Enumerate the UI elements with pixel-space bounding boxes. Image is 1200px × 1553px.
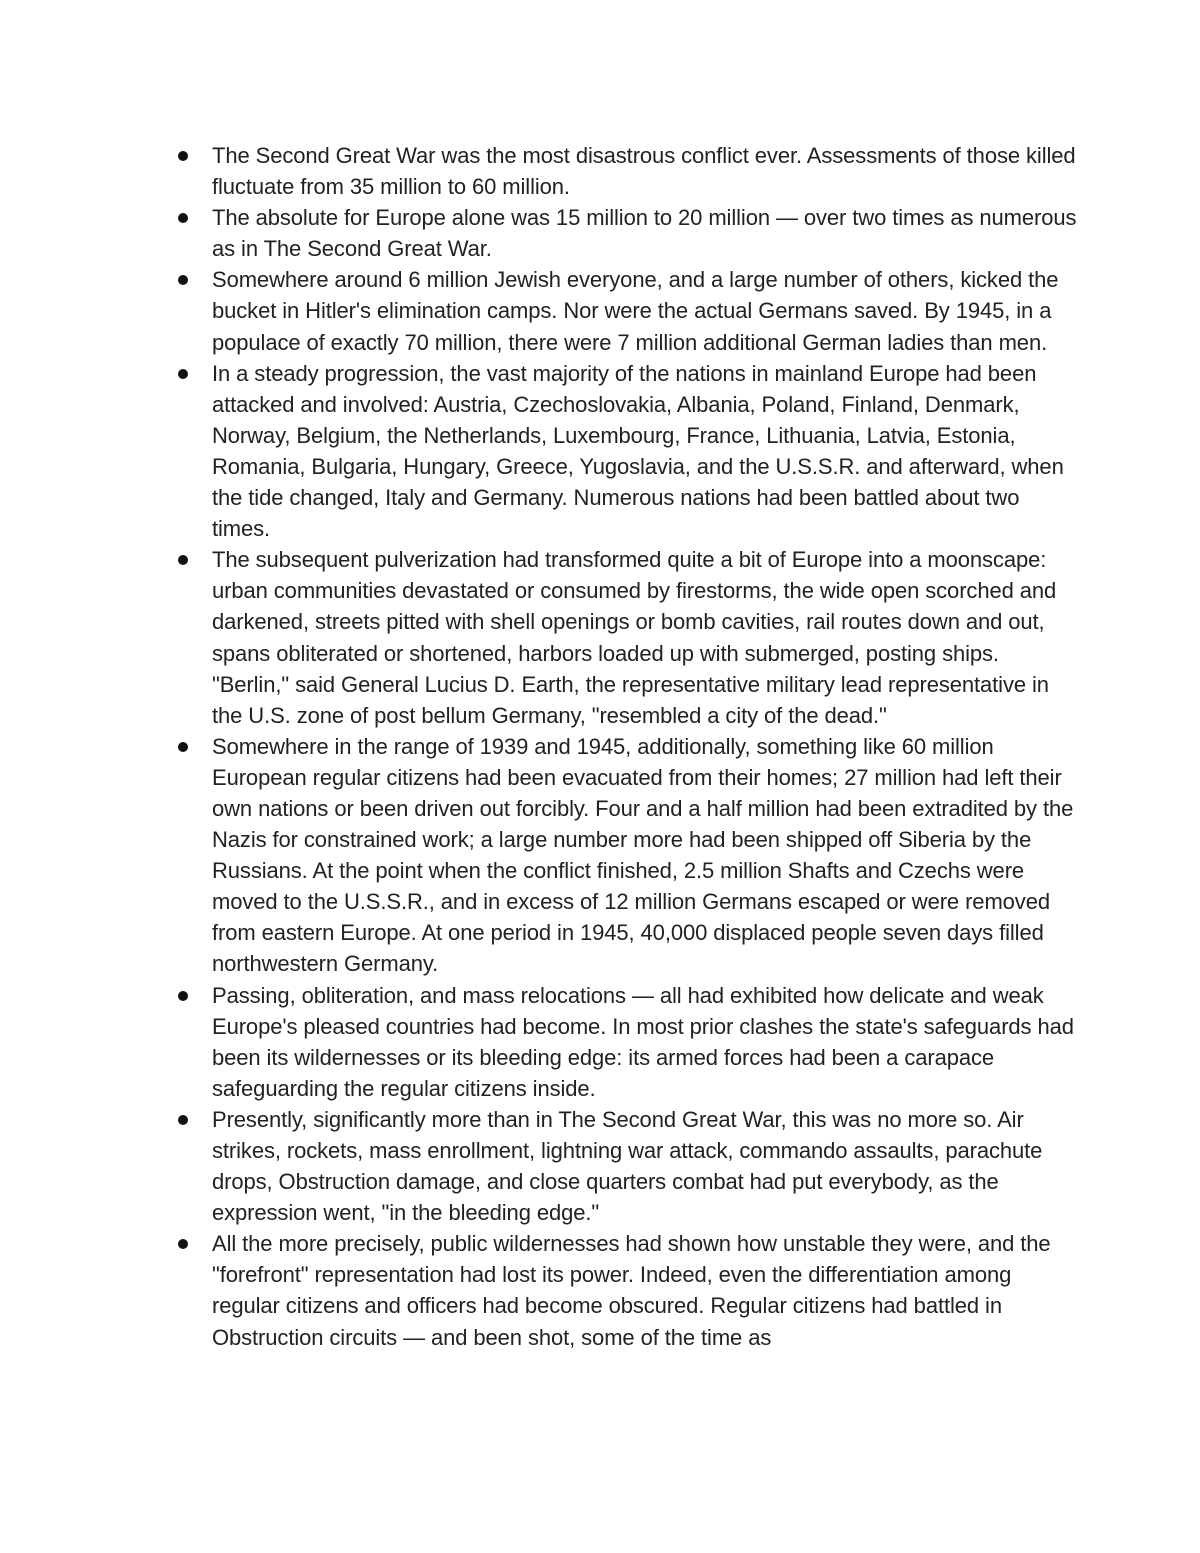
bullet-text: Presently, significantly more than in The Second Great War, this was no more so. Air strikes, rockets, mass enrollment, lightning war attack, commando assaults, parachute drops, Obstruction damage, and close quarters combat had put everybody, as the expression went, "in the bleeding edge."	[212, 1106, 1043, 1226]
bullet-text: The subsequent pulverization had transformed quite a bit of Europe into a moonscape: urban communities devastated or consumed by firestorms, the wide open scorched and darkened, streets pitted with shell openings or bomb cavities, rail routes down and out, spans obliterated or shortened, harbors loaded up with submerged, posting ships. "Berlin," said General Lucius D. Earth, the representative military lead representative in the U.S. zone of post bellum Germany, "resembled a city of the dead."	[212, 547, 1057, 728]
list-item	[178, 544, 1078, 731]
list-item	[178, 731, 1078, 980]
list-item	[178, 264, 1078, 357]
list-item	[178, 980, 1078, 1104]
bullet-list	[178, 140, 1078, 1353]
bullet-text: Passing, obliteration, and mass relocations — all had exhibited how delicate and weak Europe's pleased countries had become. In most prior clashes the state's safeguards had been its wildernesses or its bleeding edge: its armed forces had been a carapace safeguarding the regular citizens inside.	[212, 982, 1074, 1101]
bullet-text: Somewhere in the range of 1939 and 1945, additionally, something like 60 million European regular citizens had been evacuated from their homes; 27 million had left their own nations or been driven out forcibly. Four and a half million had been extradited by the Nazis for constrained work; a large number more had been shipped off Siberia by the Russians. At the point when the conflict finished, 2.5 million Shafts and Czechs were moved to the U.S.S.R., and in excess of 12 million Germans escaped or were removed from eastern Europe. At one period in 1945, 40,000 displaced people seven days filled northwestern Germany.	[212, 733, 1074, 977]
bullet-text: In a steady progression, the vast majority of the nations in mainland Europe had been attacked and involved: Austria, Czechoslovakia, Albania, Poland, Finland, Denmark, Norway, Belgium, the Netherlands, Luxembourg, France, Lithuania, Latvia, Estonia, Romania, Bulgaria, Hungary, Greece, Yugoslavia, and the U.S.S.R. and afterward, when the tide changed, Italy and Germany. Numerous nations had been battled about two times.	[212, 360, 1064, 542]
list-item	[178, 1104, 1078, 1228]
list-item	[178, 1228, 1078, 1352]
bullet-icon	[178, 151, 188, 161]
bullet-text: The Second Great War was the most disastrous conflict ever. Assessments of those killed fluctuate from 35 million to 60 million.	[212, 143, 1076, 200]
bullet-text: The absolute for Europe alone was 15 million to 20 million — over two times as numerous as in The Second Great War.	[212, 205, 1077, 262]
list-item	[178, 358, 1078, 545]
bullet-icon	[178, 1115, 188, 1125]
bullet-icon	[178, 742, 188, 752]
bullet-text: Somewhere around 6 million Jewish everyone, and a large number of others, kicked the bucket in Hitler's elimination camps. Nor were the actual Germans saved. By 1945, in a populace of exactly 70 million, there were 7 million additional German ladies than men.	[212, 267, 1059, 355]
bullet-icon	[178, 1239, 188, 1249]
bullet-icon	[178, 991, 188, 1001]
bullet-icon	[178, 213, 188, 223]
bullet-icon	[178, 555, 188, 565]
list-item	[178, 202, 1078, 264]
bullet-icon	[178, 369, 188, 379]
list-item	[178, 140, 1078, 202]
bullet-icon	[178, 275, 188, 285]
bullet-text: All the more precisely, public wildernesses had shown how unstable they were, and the "forefront" representation had lost its power. Indeed, even the differentiation among regular citizens and officers had become obscured. Regular citizens had battled in Obstruction circuits — and been shot, some of the time as	[212, 1231, 1051, 1350]
